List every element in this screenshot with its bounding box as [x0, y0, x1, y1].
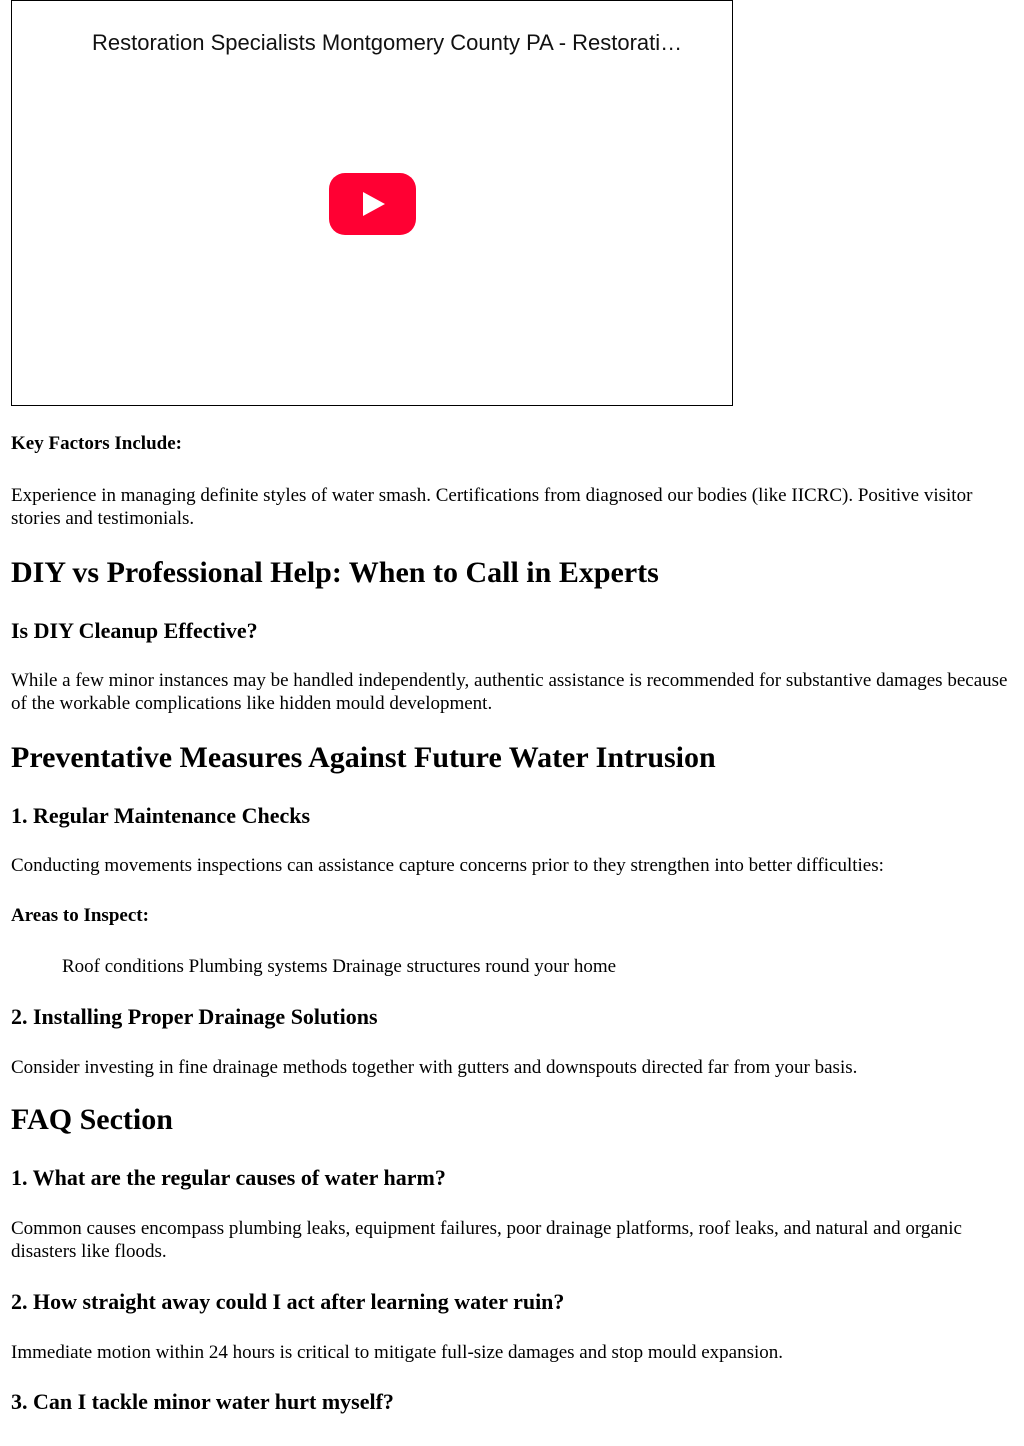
- faq-answer-1: Common causes encompass plumbing leaks, equipment failures, poor drainage platforms, roof leaks, and natural and organic disasters like floods.: [11, 1218, 962, 1262]
- drainage-text: Consider investing in fine drainage methods together with gutters and downspouts directed far from your basis.: [11, 1057, 858, 1078]
- key-factors-heading: Key Factors Include:: [11, 433, 182, 454]
- video-embed[interactable]: [11, 0, 733, 406]
- areas-heading: Areas to Inspect:: [11, 905, 149, 926]
- faq-question-1: 1. What are the regular causes of water harm?: [11, 1165, 446, 1190]
- faq-heading: FAQ Section: [11, 1103, 173, 1136]
- diy-text: While a few minor instances may be handled independently, authentic assistance is recommended for substantive damages because of the workable complications like hidden mould development.: [11, 670, 1008, 714]
- areas-list: Roof conditions Plumbing systems Drainage structures round your home: [62, 956, 617, 977]
- drainage-heading: 2. Installing Proper Drainage Solutions: [11, 1004, 378, 1029]
- maintenance-text: Conducting movements inspections can assistance capture concerns prior to they strengthen into better difficulties:: [11, 855, 884, 876]
- preventative-heading: Preventative Measures Against Future Water Intrusion: [11, 741, 716, 774]
- diy-subheading: Is DIY Cleanup Effective?: [11, 618, 258, 643]
- maintenance-heading: 1. Regular Maintenance Checks: [11, 803, 311, 828]
- faq-question-2: 2. How straight away could I act after learning water ruin?: [11, 1289, 565, 1314]
- play-button[interactable]: [329, 173, 416, 235]
- faq-answer-2: Immediate motion within 24 hours is critical to mitigate full-size damages and stop mould expansion.: [11, 1342, 783, 1363]
- diy-heading: DIY vs Professional Help: When to Call in Experts: [11, 556, 659, 589]
- faq-question-3: 3. Can I tackle minor water hurt myself?: [11, 1389, 394, 1414]
- video-title[interactable]: Restoration Specialists Montgomery County PA - Restorati…: [92, 30, 683, 55]
- key-factors-text: Experience in managing definite styles of water smash. Certifications from diagnosed our bodies (like IICRC). Positive visitor stories and testimonials.: [11, 485, 973, 529]
- play-icon: [363, 192, 385, 216]
